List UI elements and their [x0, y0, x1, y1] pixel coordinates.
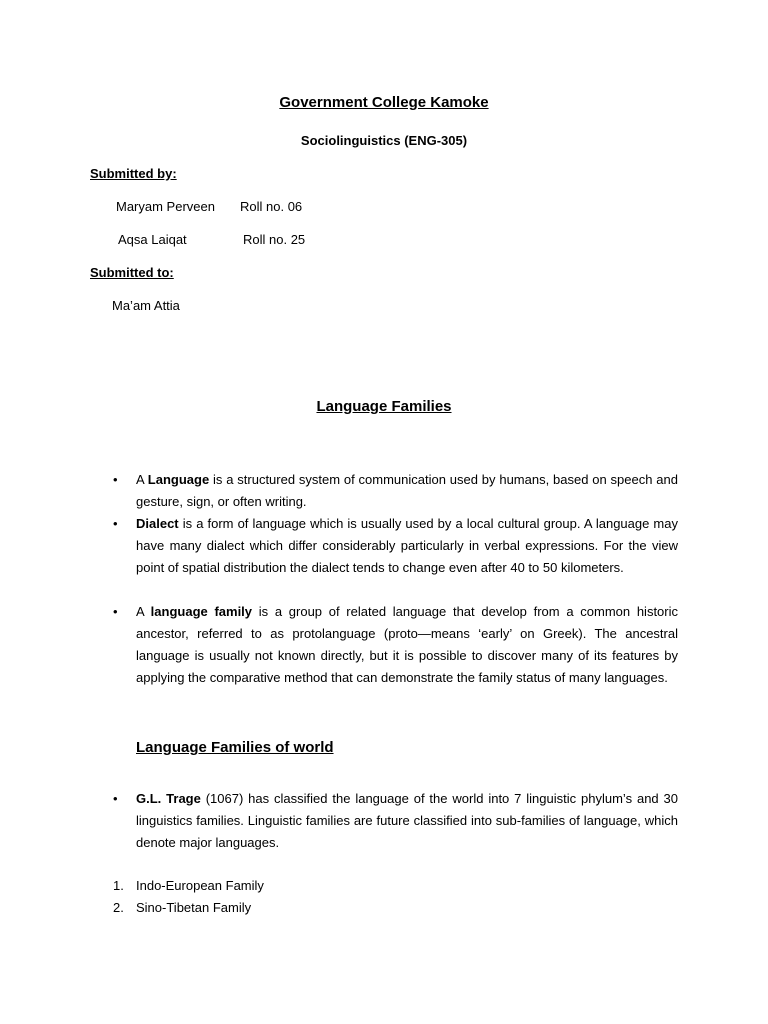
- student-roll: Roll no. 25: [243, 232, 306, 247]
- list-item: Sino-Tibetan Family: [136, 900, 252, 915]
- student-name: Aqsa Laiqat: [118, 232, 187, 247]
- bullet-lead: A: [136, 472, 148, 487]
- bullet-text: is a structured system of communication used by humans, based on speech and gesture, sign, or often writing.: [136, 472, 678, 509]
- bullet-paragraph: [136, 469, 678, 513]
- bullet-text: (1067) has classified the language of the world into 7 linguistic phylum’s and 30 linguistics families. Linguistic families are future classified into sub-families of language, which denote major languages.: [136, 791, 678, 850]
- bullet-term: Language: [147, 472, 210, 487]
- section-heading-families-of-world: Language Families of world: [136, 739, 334, 756]
- list-number: 1.: [113, 878, 124, 893]
- student-roll: Roll no. 06: [240, 199, 303, 214]
- bullet-icon: •: [113, 791, 118, 806]
- bullet-paragraph: [136, 601, 678, 689]
- bullet-term: language family: [150, 604, 253, 619]
- bullet-icon: •: [113, 472, 118, 487]
- bullet-term: G.L. Trage: [136, 791, 201, 806]
- section-heading-language-families: Language Families: [316, 398, 452, 415]
- student-name: Maryam Perveen: [116, 199, 215, 214]
- list-item: Indo-European Family: [136, 878, 264, 893]
- bullet-lead: A: [136, 604, 151, 619]
- bullet-paragraph: [136, 788, 678, 854]
- bullet-text: is a form of language which is usually used by a local cultural group. A language may have many dialect which differ considerably particularly in verbal expressions. For the view point of spatial distribution the dialect tends to change even after 40 to 50 kilometers.: [136, 516, 678, 575]
- college-title: Government College Kamoke: [279, 94, 489, 111]
- bullet-text: is a group of related language that develop from a common historic ancestor, referred to as protolanguage (proto—means ‘early’ on Greek). The ancestral language is usually not known directly, but it is possible to discover many of its features by applying the comparative method that can demonstrate the family status of many languages.: [136, 604, 678, 685]
- list-number: 2.: [113, 900, 124, 915]
- submitted-to-label: Submitted to:: [90, 265, 174, 280]
- course-title: Sociolinguistics (ENG-305): [300, 133, 468, 148]
- bullet-term: Dialect: [136, 516, 179, 531]
- submitted-by-label: Submitted by:: [90, 166, 177, 181]
- bullet-icon: •: [113, 604, 118, 619]
- teacher-name: Ma’am Attia: [112, 298, 180, 313]
- bullet-paragraph: [136, 513, 678, 579]
- bullet-icon: •: [113, 516, 118, 531]
